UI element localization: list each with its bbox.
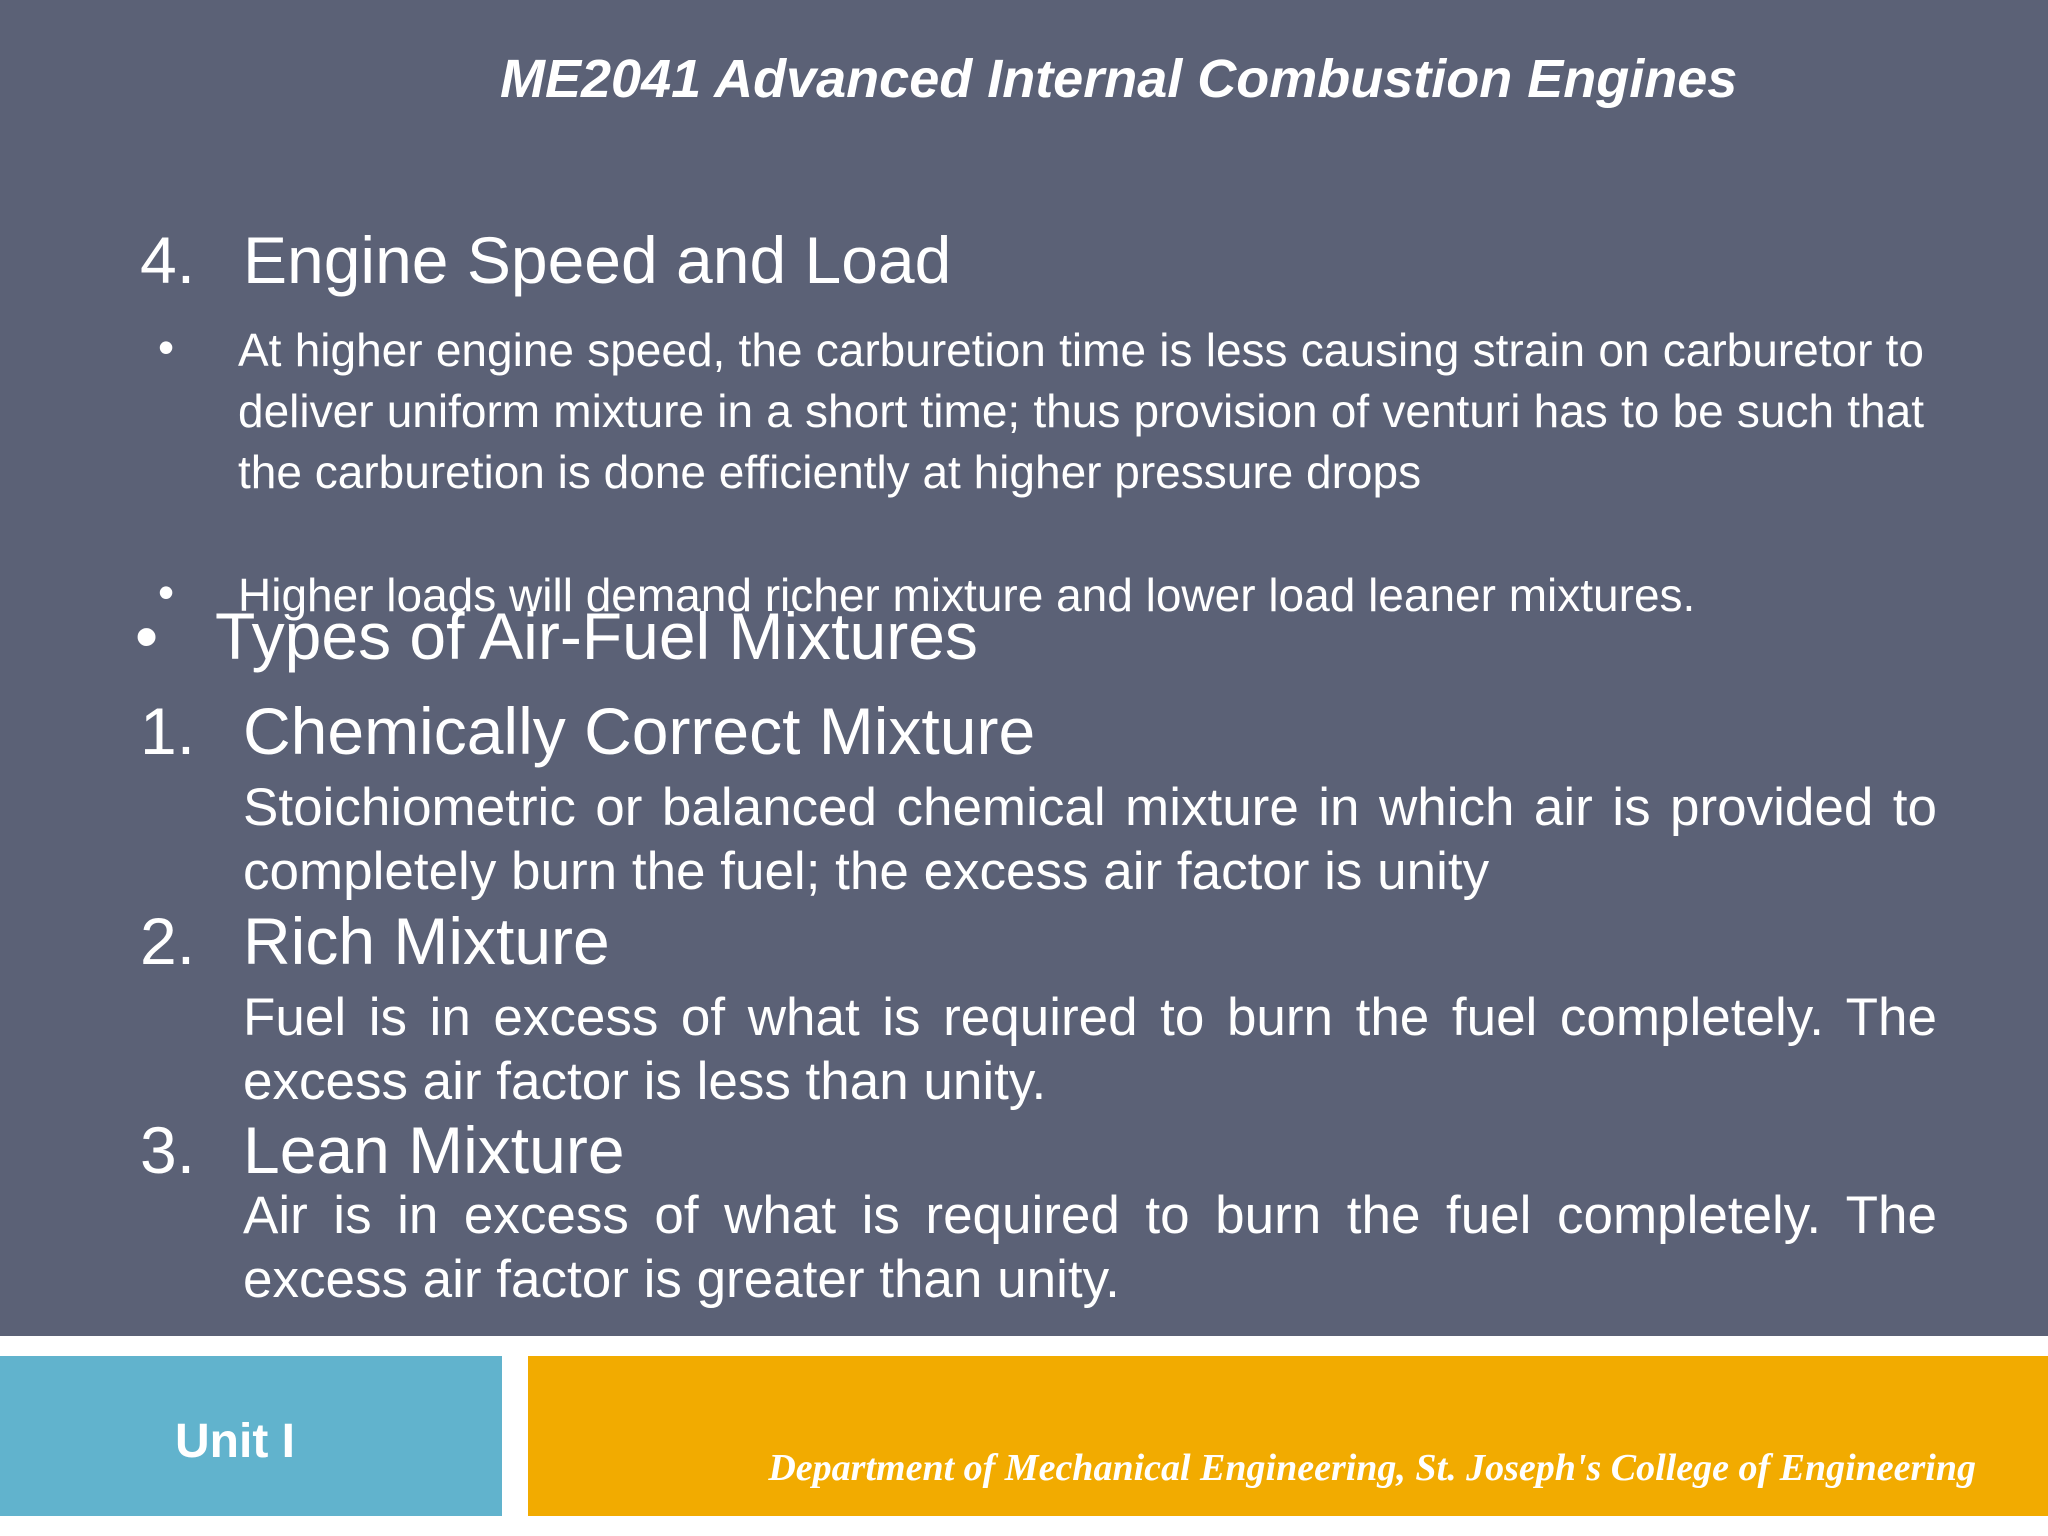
item-number: 1. xyxy=(140,694,196,768)
mixture-description: Fuel is in excess of what is required to burn the fuel completely. The excess air factor is less than unity. xyxy=(243,988,1937,1111)
course-title: ME2041 Advanced Internal Combustion Engines xyxy=(500,49,1738,109)
department-label: Department of Mechanical Engineering, St. Joseph's College of Engineering xyxy=(768,1447,1976,1489)
section-title: Engine Speed and Load xyxy=(243,223,952,297)
bullet-text: At higher engine speed, the carburetion time is less causing strain on carburetor to deliver uniform mixture in a short time; thus provision of venturi has to be such that the carburetion is done efficiently at higher pressure drops xyxy=(238,324,1924,498)
item-title: Lean Mixture xyxy=(243,1113,625,1187)
bullet-text: Higher loads will demand richer mixture and lower load leaner mixtures. xyxy=(238,569,1696,621)
section-number: 4. xyxy=(140,223,196,297)
department-box xyxy=(528,1356,2048,1516)
item-number: 3. xyxy=(140,1113,196,1187)
item-title: Chemically Correct Mixture xyxy=(243,694,1036,768)
item-title: Rich Mixture xyxy=(243,904,610,978)
mixture-description: Air is in excess of what is required to burn the fuel completely. The excess air factor is greater than unity. xyxy=(243,1186,1937,1309)
bullet-marker: • xyxy=(158,566,175,618)
bullet-marker: • xyxy=(158,321,175,373)
unit-label: Unit I xyxy=(175,1415,295,1468)
bullet-marker: • xyxy=(135,599,159,673)
types-title: Types of Air-Fuel Mixtures xyxy=(215,599,978,673)
mixture-description: Stoichiometric or balanced chemical mixture in which air is provided to completely burn the fuel; the excess air factor is unity xyxy=(243,778,1937,901)
item-number: 2. xyxy=(140,904,196,978)
